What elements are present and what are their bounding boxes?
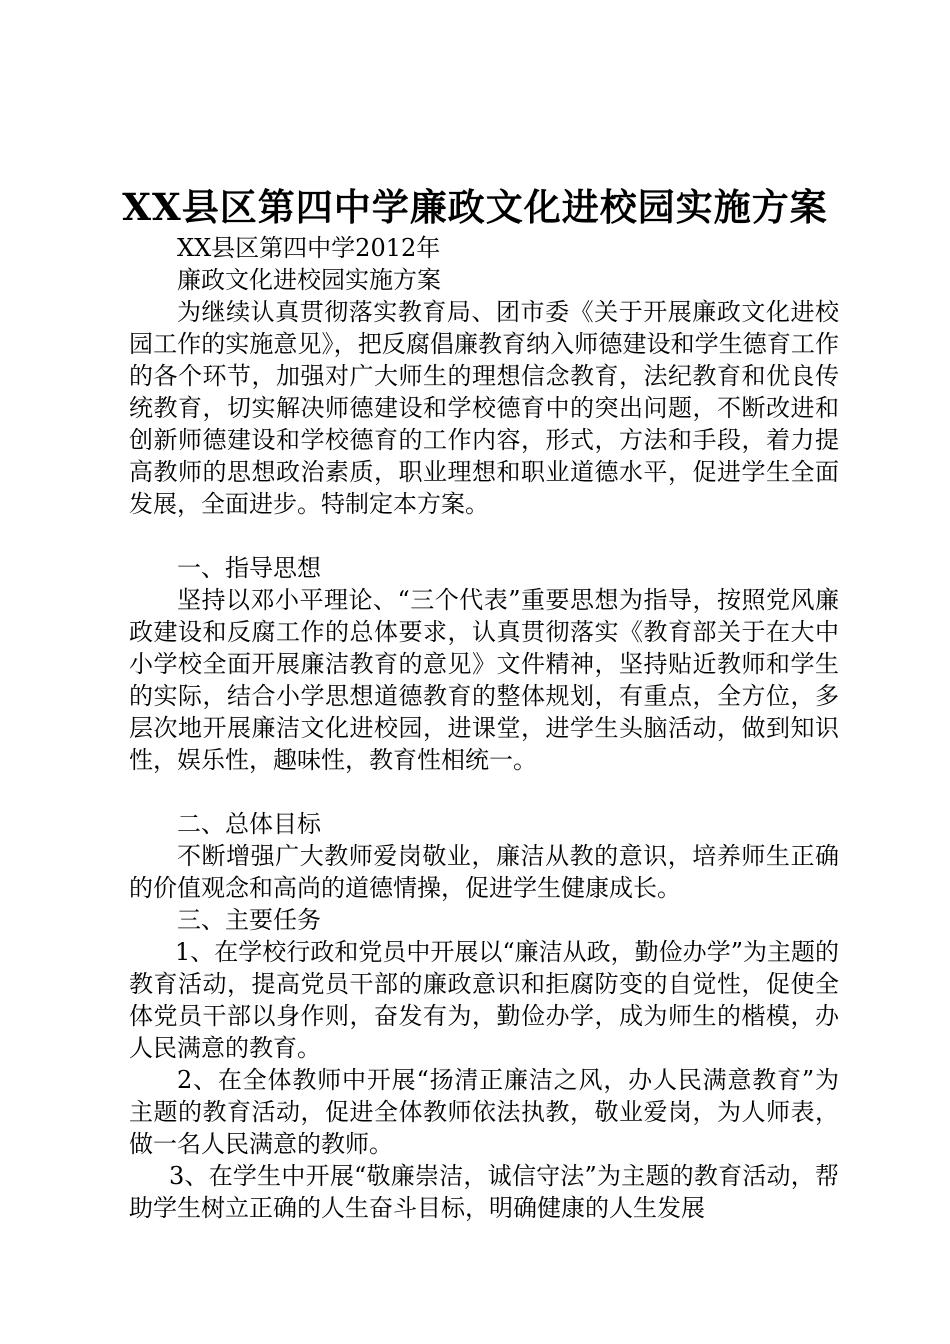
document-title: XX县区第四中学廉政文化进校园实施方案 (122, 185, 828, 229)
paragraph-gap (129, 520, 839, 552)
header-line-2: 廉政文化进校园实施方案 (177, 266, 441, 294)
task-3-paragraph: 3、在学生中开展“敬廉崇洁，诚信守法”为主题的教育活动，帮助学生树立正确的人生奋斗目标，明确健康的人生发展 (129, 1162, 839, 1222)
header-line-1: XX县区第四中学2012年 (177, 234, 441, 262)
paragraph-gap (129, 776, 839, 808)
task-2-paragraph: 2、在全体教师中开展“扬清正廉洁之风，办人民满意教育”为主题的教育活动，促进全体教师依法执教，敬业爱岗，为人师表，做一名人民满意的教师。 (129, 1066, 839, 1158)
section-1-paragraph: 坚持以邓小平理论、“三个代表”重要思想为指导，按照党风廉政建设和反腐工作的总体要求，认真贯彻落实《教育部关于在大中小学校全面开展廉洁教育的意见》文件精神，坚持贴近教师和学生的实际，结合小学思想道德教育的整体规划，有重点，全方位，多层次地开展廉洁文化进校园，进课堂，进学生头脑活动，做到知识性，娱乐性，趣味性，教育性相统一。 (129, 586, 839, 774)
section-2-heading: 二、总体目标 (177, 810, 321, 838)
section-1-heading: 一、指导思想 (177, 554, 321, 582)
intro-paragraph: 为继续认真贯彻落实教育局、团市委《关于开展廉政文化进校园工作的实施意见》，把反腐倡廉教育纳入师德建设和学生德育工作的各个环节，加强对广大师生的理想信念教育，法纪教育和优良传统教育，切实解决师德建设和学校德育中的突出问题，不断改进和创新师德建设和学校德育的工作内容，形式，方法和手段，着力提高教师的思想政治素质，职业理想和职业道德水平，促进学生全面发展，全面进步。特制定本方案。 (129, 298, 839, 518)
task-1-paragraph: 1、在学校行政和党员中开展以“廉洁从政，勤俭办学”为主题的教育活动，提高党员干部的廉政意识和拒腐防变的自觉性，促使全体党员干部以身作则，奋发有为，勤俭办学，成为师生的楷模，办人民满意的教育。 (129, 938, 839, 1062)
document-body (129, 232, 839, 1224)
section-2-paragraph: 不断增强广大教师爱岗敬业，廉洁从教的意识，培养师生正确的价值观念和高尚的道德情操，促进学生健康成长。 (129, 842, 839, 902)
section-3-heading: 三、主要任务 (177, 906, 321, 934)
